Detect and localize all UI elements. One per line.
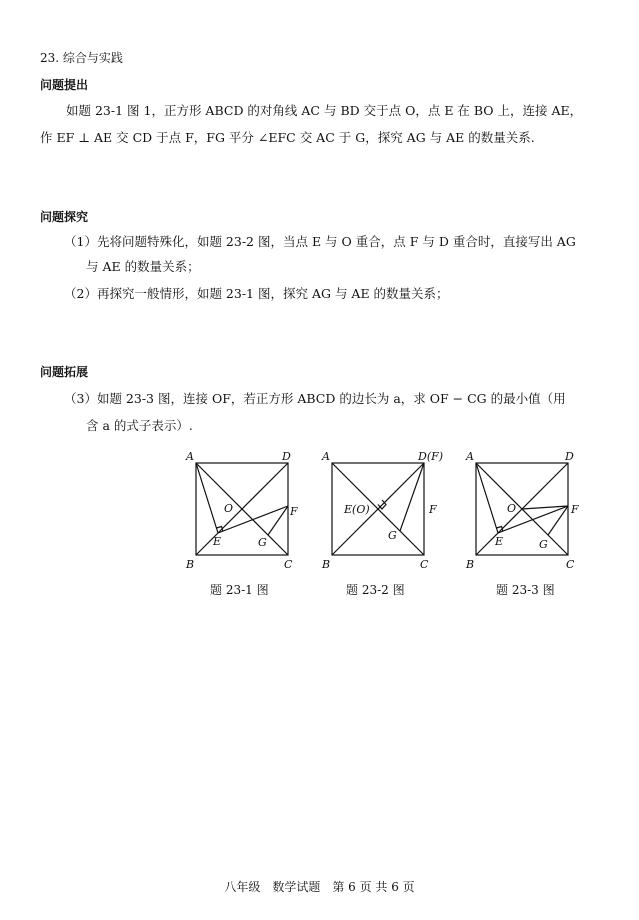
- label-a: A: [186, 450, 194, 463]
- problem-title: 23. 综合与实践: [40, 51, 123, 65]
- label-e-o: E(O): [344, 503, 370, 516]
- label-d: D: [565, 450, 574, 463]
- label-d-f: D(F): [418, 450, 444, 463]
- label-b: B: [186, 558, 195, 571]
- label-c: C: [420, 558, 429, 571]
- label-c: C: [566, 558, 575, 571]
- label-e: E: [213, 535, 222, 548]
- caption-23-1: 题 23-1 图: [210, 583, 269, 597]
- section1-line1: 如题 23-1 图 1，正方形 ABCD 的对角线 AC 与 BD 交于点 O，点 E 在 BO 上，连接 AE，: [66, 103, 583, 118]
- label-g: G: [539, 538, 548, 551]
- label-g: G: [388, 529, 397, 542]
- question1-line2: 与 AE 的数量关系；: [86, 259, 200, 274]
- section3-heading: 问题拓展: [40, 365, 89, 379]
- figure-23-3: [462, 446, 592, 576]
- label-a: A: [322, 450, 330, 463]
- segment-fg: [400, 463, 424, 531]
- label-f: F: [290, 505, 298, 518]
- question2: （2）再探究一般情形，如题 23-1 图，探究 AG 与 AE 的数量关系；: [64, 286, 449, 301]
- figure-23-1: [182, 446, 312, 576]
- label-f: F: [571, 503, 579, 516]
- label-b: B: [466, 558, 475, 571]
- label-g: G: [258, 536, 267, 549]
- section1-heading: 问题提出: [40, 78, 89, 92]
- caption-23-3: 题 23-3 图: [496, 583, 555, 597]
- page-footer: 八年级 数学试题 第 6 页 共 6 页: [224, 880, 415, 894]
- question3-line1: （3）如题 23-3 图，连接 OF，若正方形 ABCD 的边长为 a，求 OF − CG 的最小值（用: [64, 391, 566, 406]
- label-d: D: [282, 450, 291, 463]
- figure-23-2: [318, 446, 458, 576]
- question1-line1: （1）先将问题特殊化，如题 23-2 图，当点 E 与 O 重合，点 F 与 D 重合时，直接写出 AG: [64, 234, 576, 249]
- label-c: C: [284, 558, 293, 571]
- label-e: E: [495, 535, 504, 548]
- label-o: O: [507, 502, 517, 515]
- question3-line2: 含 a 的式子表示）.: [86, 418, 193, 433]
- section2-heading: 问题探究: [40, 210, 89, 224]
- label-f: F: [429, 503, 437, 516]
- label-a: A: [466, 450, 474, 463]
- label-b: B: [322, 558, 331, 571]
- caption-23-2: 题 23-2 图: [346, 583, 405, 597]
- label-o: O: [224, 502, 234, 515]
- section1-line2: 作 EF ⊥ AE 交 CD 于点 F，FG 平分 ∠EFC 交 AC 于 G，探究 AG 与 AE 的数量关系.: [40, 130, 535, 145]
